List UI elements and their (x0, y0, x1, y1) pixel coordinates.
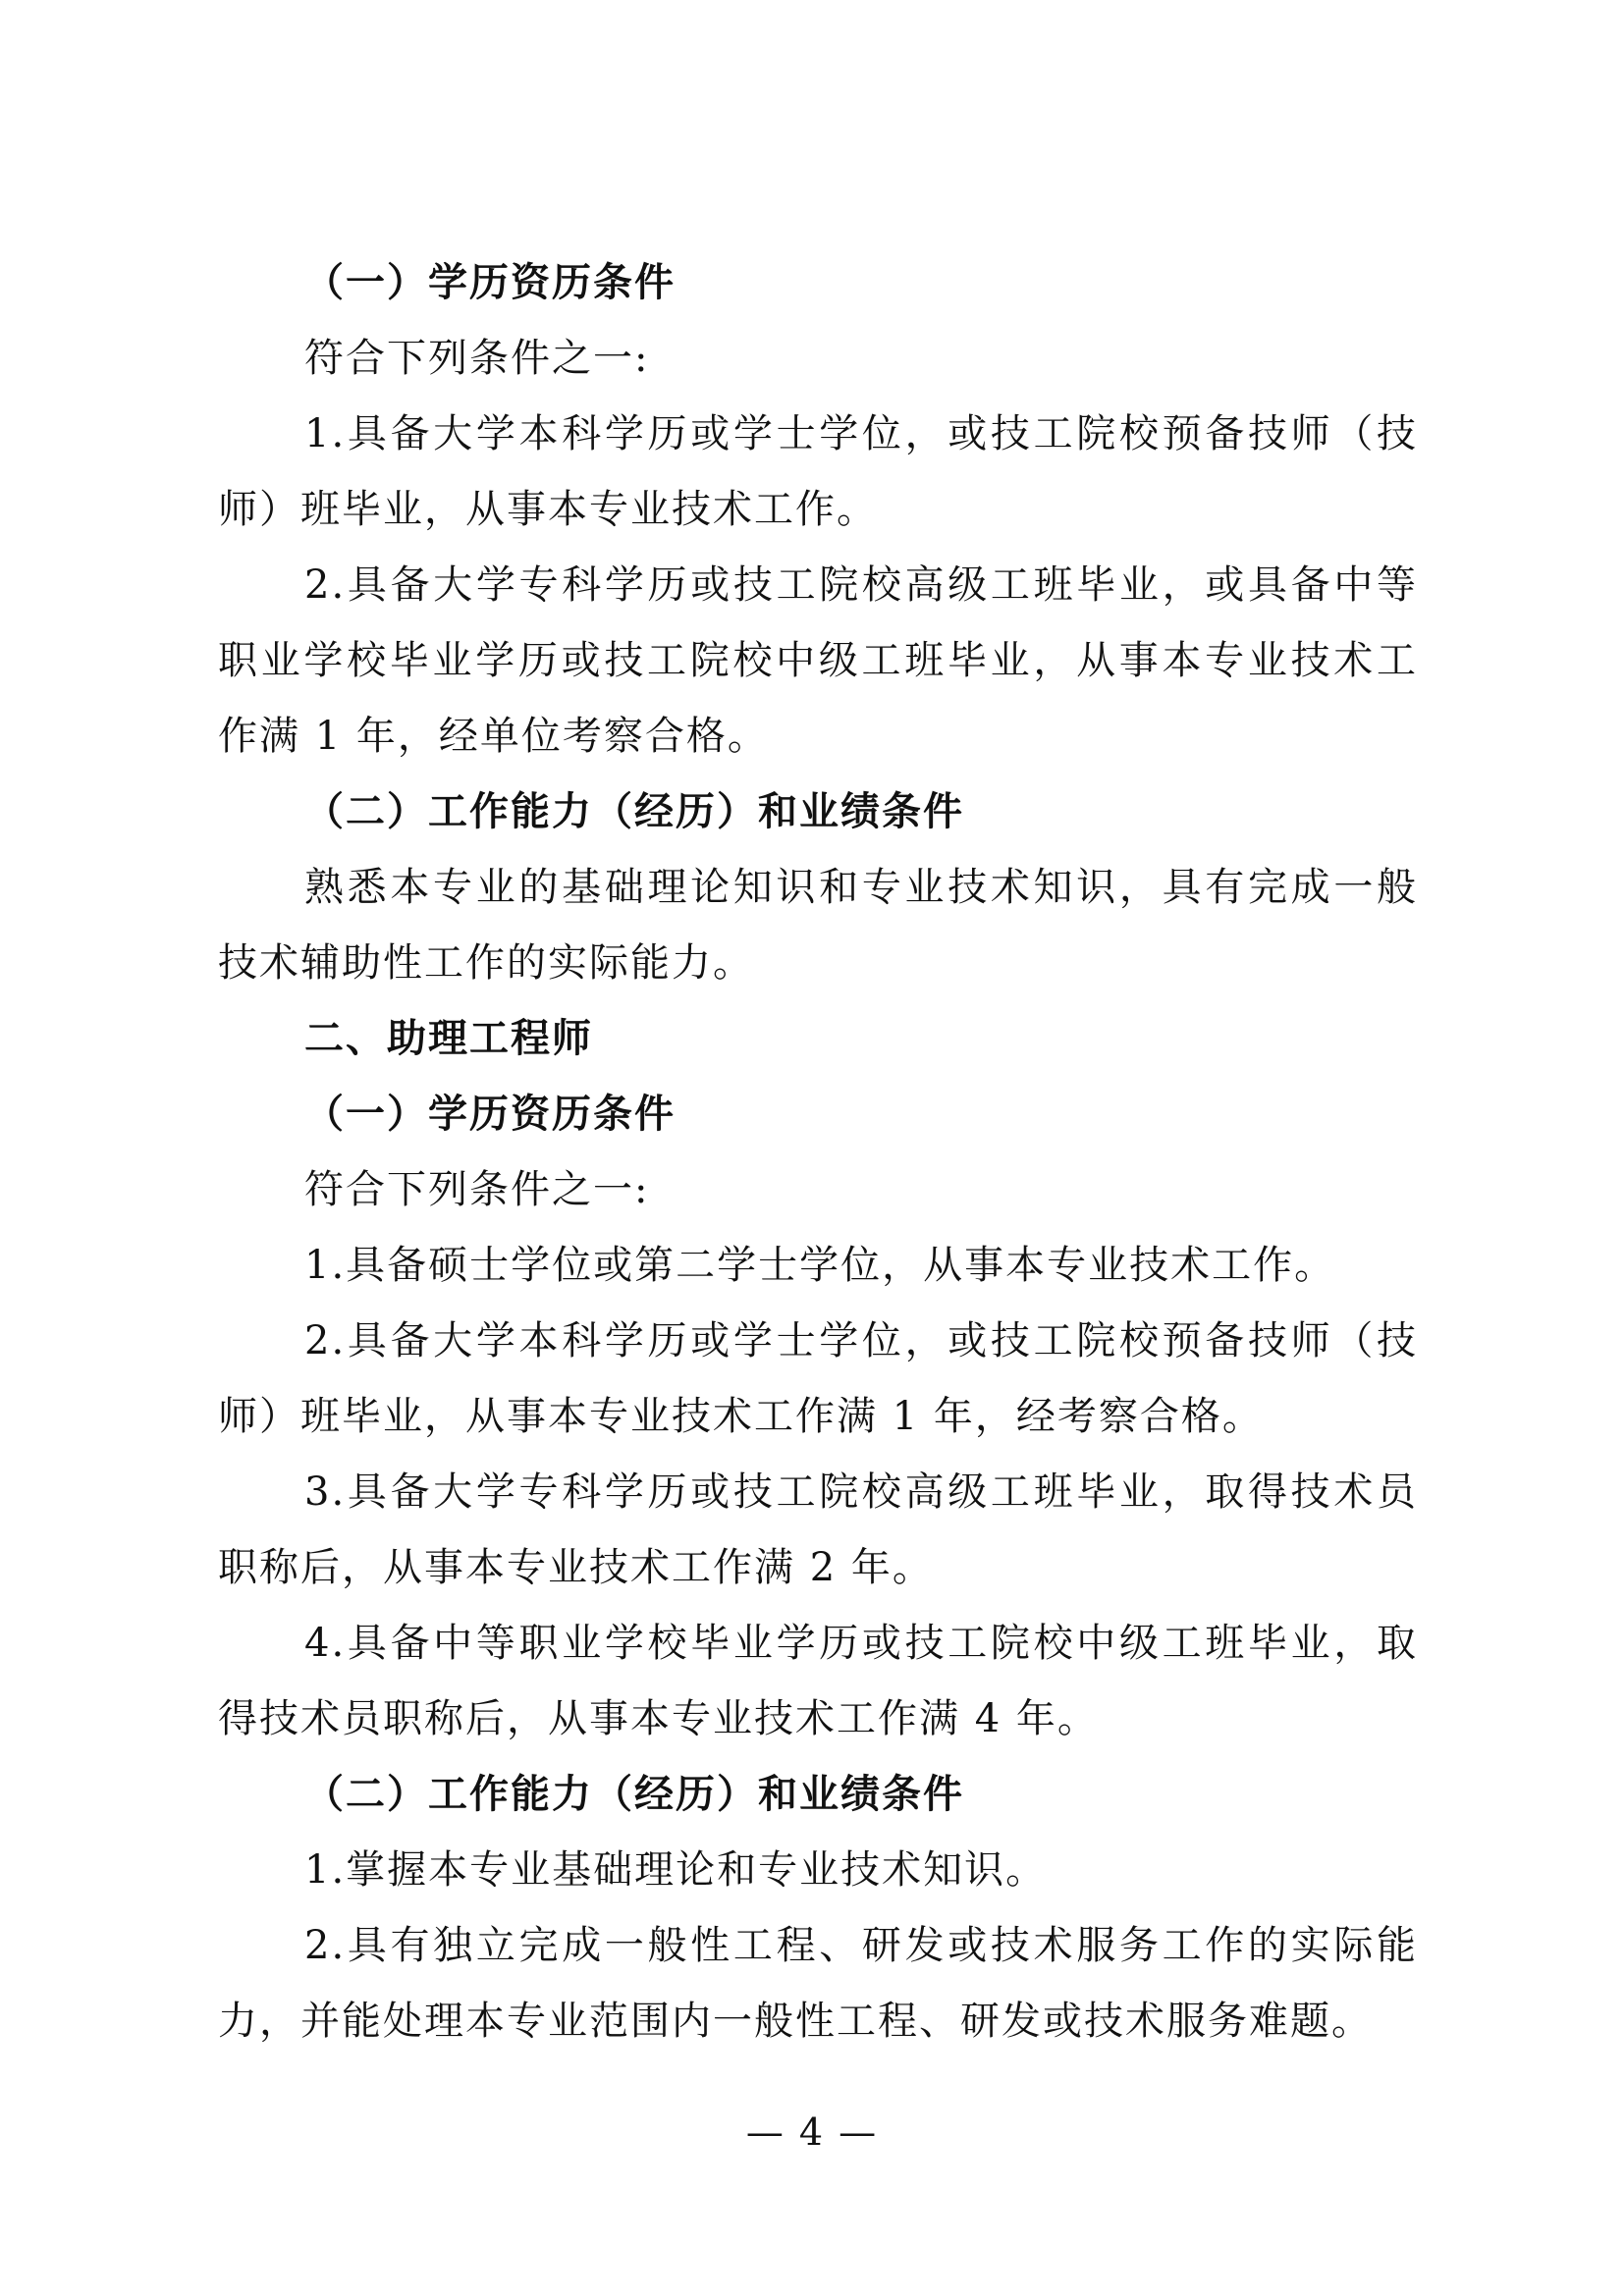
assistant-condition-3-line-1: 3.具备大学专科学历或技工院校高级工班毕业，取得技术员 (304, 1469, 1418, 1515)
section-heading-education-qualification-2: （一）学历资历条件 (304, 1092, 676, 1137)
condition-intro-1: 符合下列条件之一: (304, 336, 650, 381)
condition-intro-2: 符合下列条件之一: (304, 1167, 650, 1212)
document-body (218, 245, 1418, 2059)
work-ability-line-2: 技术辅助性工作的实际能力。 (218, 940, 754, 986)
section-heading-work-ability-2: （二）工作能力（经历）和业绩条件 (304, 1772, 964, 1817)
condition-2-line-3: 作满 1 年，经单位考察合格。 (218, 714, 769, 759)
assistant-condition-4-line-1: 4.具备中等职业学校毕业学历或技工院校中级工班毕业，取 (304, 1621, 1418, 1666)
condition-1-line-2: 师）班毕业，从事本专业技术工作。 (218, 487, 878, 532)
assistant-condition-1: 1.具备硕士学位或第二学士学位，从事本专业技术工作。 (304, 1243, 1336, 1288)
page-number: — 4 — (745, 2110, 879, 2154)
assistant-work-ability-2-line-1: 2.具有独立完成一般性工程、研发或技术服务工作的实际能 (304, 1923, 1418, 1968)
assistant-work-ability-1: 1.掌握本专业基础理论和专业技术知识。 (304, 1847, 1048, 1893)
section-heading-education-qualification-1: （一）学历资历条件 (304, 260, 676, 305)
assistant-condition-2-line-2: 师）班毕业，从事本专业技术工作满 1 年，经考察合格。 (218, 1394, 1264, 1439)
assistant-condition-2-line-1: 2.具备大学本科学历或学士学位，或技工院校预备技师（技 (304, 1318, 1418, 1363)
assistant-work-ability-2-line-2: 力，并能处理本专业范围内一般性工程、研发或技术服务难题。 (218, 1999, 1373, 2044)
section-heading-work-ability-1: （二）工作能力（经历）和业绩条件 (304, 789, 964, 834)
condition-1-line-1: 1.具备大学本科学历或学士学位，或技工院校预备技师（技 (304, 411, 1418, 456)
section-heading-assistant-engineer: 二、助理工程师 (304, 1016, 593, 1061)
condition-2-line-1: 2.具备大学专科学历或技工院校高级工班毕业，或具备中等 (304, 562, 1418, 608)
condition-2-line-2: 职业学校毕业学历或技工院校中级工班毕业，从事本专业技术工 (218, 638, 1418, 683)
assistant-condition-4-line-2: 得技术员职称后，从事本专业技术工作满 4 年。 (218, 1696, 1099, 1741)
assistant-condition-3-line-2: 职称后，从事本专业技术工作满 2 年。 (218, 1545, 934, 1590)
work-ability-line-1: 熟悉本专业的基础理论知识和专业技术知识，具有完成一般 (304, 865, 1418, 910)
